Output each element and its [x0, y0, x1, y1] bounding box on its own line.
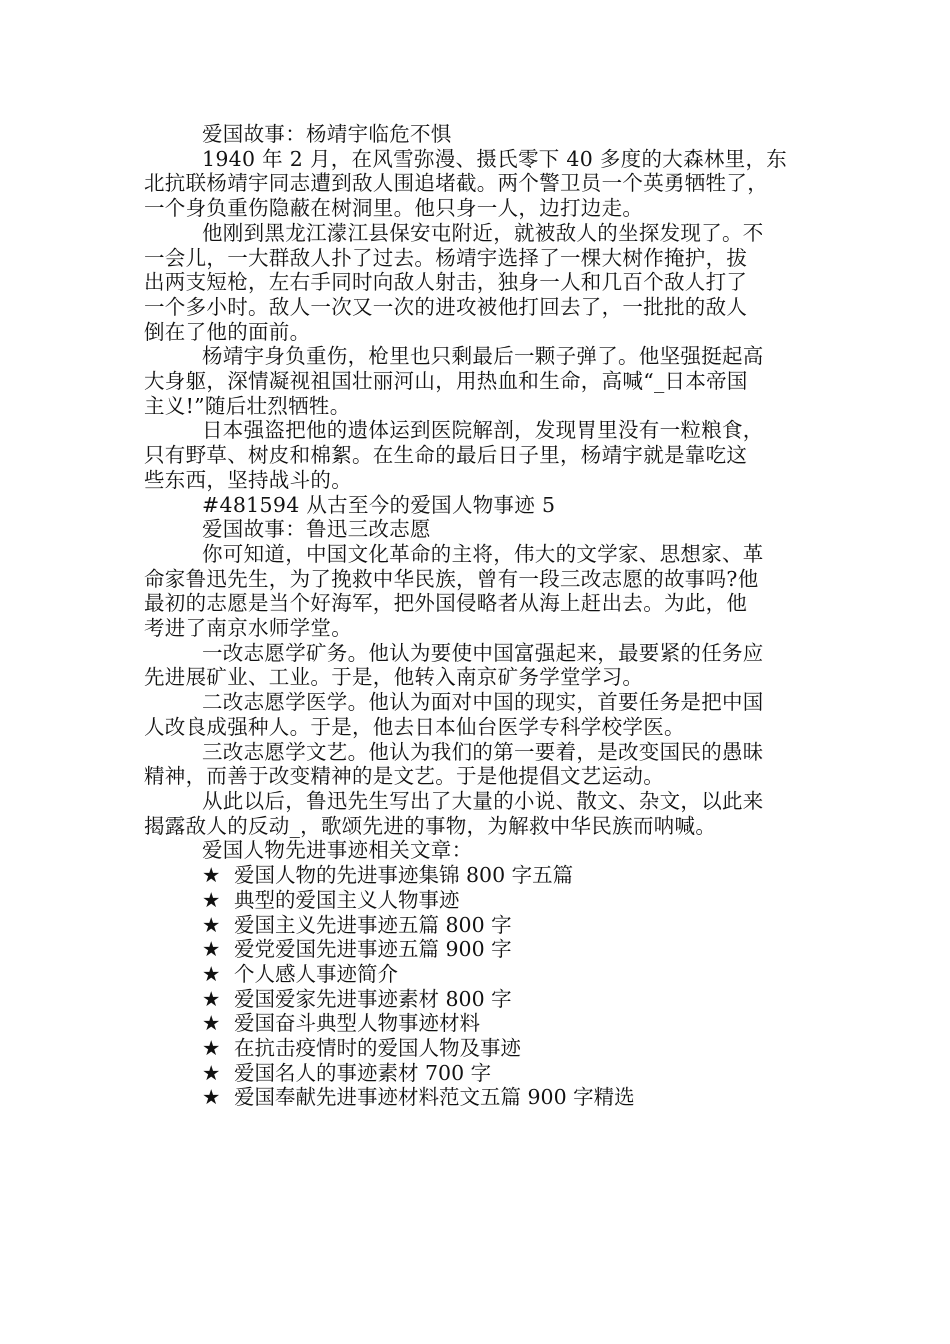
related-article-title: 爱国人物的先进事迹集锦 800 字五篇 [234, 863, 574, 888]
related-article-title: 爱国奋斗典型人物事迹材料 [234, 1011, 480, 1036]
text-line: 三改志愿学文艺。他认为我们的第一要着，是改变国民的愚昧 [202, 739, 764, 764]
star-icon: ★ [202, 937, 221, 962]
text-line: 只有野草、树皮和棉絮。在生命的最后日子里，杨靖宇就是靠吃这 [144, 443, 748, 468]
related-article-title: 个人感人事迹简介 [234, 961, 398, 986]
text-line: 一个身负重伤隐蔽在树洞里。他只身一人，边打边走。 [144, 196, 644, 221]
related-article-title: 爱国爱家先进事迹素材 800 字 [234, 986, 512, 1011]
text-line: 揭露敌人的反动_，歌颂先进的事物，为解救中华民族而呐喊。 [144, 813, 717, 838]
text-line: 先进展矿业、工业。于是，他转入南京矿务学堂学习。 [144, 665, 644, 690]
related-article-item[interactable] [144, 863, 812, 888]
text-line: 倒在了他的面前。 [144, 319, 311, 344]
text-line: 1940 年 2 月，在风雪弥漫、摄氏零下 40 多度的大森林里，东 [202, 146, 788, 171]
star-icon: ★ [202, 1011, 221, 1036]
text-line: #481594 从古至今的爱国人物事迹 5 [202, 492, 556, 517]
star-icon: ★ [202, 863, 221, 888]
text-line: 从此以后，鲁迅先生写出了大量的小说、散文、杂文，以此来 [202, 788, 764, 813]
star-icon: ★ [202, 1060, 221, 1085]
text-line: 命家鲁迅先生，为了挽救中华民族，曾有一段三改志愿的故事吗?他 [144, 566, 759, 591]
text-line: 一会儿，一大群敌人扑了过去。杨靖宇选择了一棵大树作掩护，拔 [144, 245, 748, 270]
related-article-item[interactable] [144, 1011, 812, 1036]
related-article-item[interactable] [144, 987, 812, 1012]
text-line: 日本强盗把他的遗体运到医院解剖，发现胃里没有一粒粮食， [202, 418, 764, 443]
related-article-item[interactable] [144, 937, 812, 962]
star-icon: ★ [202, 1085, 221, 1110]
text-line: 主义!”随后壮烈牺牲。 [144, 393, 351, 418]
text-line: 一个多小时。敌人一次又一次的进攻被他打回去了，一批批的敌人 [144, 294, 748, 319]
related-article-item[interactable] [144, 888, 812, 913]
text-line: 二改志愿学医学。他认为面对中国的现实，首要任务是把中国 [202, 690, 764, 715]
related-article-title: 爱国名人的事迹素材 700 字 [234, 1060, 492, 1085]
related-article-title: 典型的爱国主义人物事迹 [234, 887, 460, 912]
text-line: 大身躯，深情凝视祖国壮丽河山，用热血和生命，高喊“_日本帝国 [144, 369, 748, 394]
related-article-item[interactable] [144, 962, 812, 987]
related-article-item[interactable] [144, 1085, 812, 1110]
text-line: 杨靖宇身负重伤，枪里也只剩最后一颗子弹了。他坚强挺起高 [202, 344, 764, 369]
text-line: 爱国人物先进事迹相关文章： [202, 838, 473, 863]
document-page [144, 122, 812, 1110]
related-article-title: 在抗击疫情时的爱国人物及事迹 [234, 1036, 521, 1061]
text-line: 人改良成强种人。于是，他去日本仙台医学专科学校学医。 [144, 714, 685, 739]
text-line: 你可知道，中国文化革命的主将，伟大的文学家、思想家、革 [202, 541, 764, 566]
related-article-title: 爱国主义先进事迹五篇 800 字 [234, 912, 512, 937]
star-icon: ★ [202, 961, 221, 986]
related-article-title: 爱党爱国先进事迹五篇 900 字 [234, 937, 512, 962]
star-icon: ★ [202, 1036, 221, 1061]
text-line: 考进了南京水师学堂。 [144, 616, 352, 641]
text-line: 最初的志愿是当个好海军，把外国侵略者从海上赶出去。为此，他 [144, 591, 748, 616]
text-line: 出两支短枪，左右手同时向敌人射击，独身一人和几百个敌人打了 [144, 270, 748, 295]
star-icon: ★ [202, 887, 221, 912]
text-line: 爱国故事：鲁迅三改志愿 [202, 517, 431, 542]
text-line: 他刚到黑龙江濛江县保安屯附近，就被敌人的坐探发现了。不 [202, 220, 764, 245]
related-article-title: 爱国奉献先进事迹材料范文五篇 900 字精选 [234, 1085, 635, 1110]
text-line: 北抗联杨靖宇同志遭到敌人围追堵截。两个警卫员一个英勇牺牲了， [144, 171, 768, 196]
text-line: 爱国故事：杨靖宇临危不惧 [202, 122, 452, 146]
related-article-item[interactable] [144, 1061, 812, 1086]
text-line: 些东西，坚持战斗的。 [144, 467, 352, 492]
text-line: 一改志愿学矿务。他认为要使中国富强起来，最要紧的任务应 [202, 640, 764, 665]
document-body [144, 122, 812, 863]
star-icon: ★ [202, 912, 221, 937]
related-article-item[interactable] [144, 913, 812, 938]
star-icon: ★ [202, 986, 221, 1011]
related-articles-list [144, 863, 812, 1110]
related-article-item[interactable] [144, 1036, 812, 1061]
text-line: 精神，而善于改变精神的是文艺。于是他提倡文艺运动。 [144, 764, 664, 789]
